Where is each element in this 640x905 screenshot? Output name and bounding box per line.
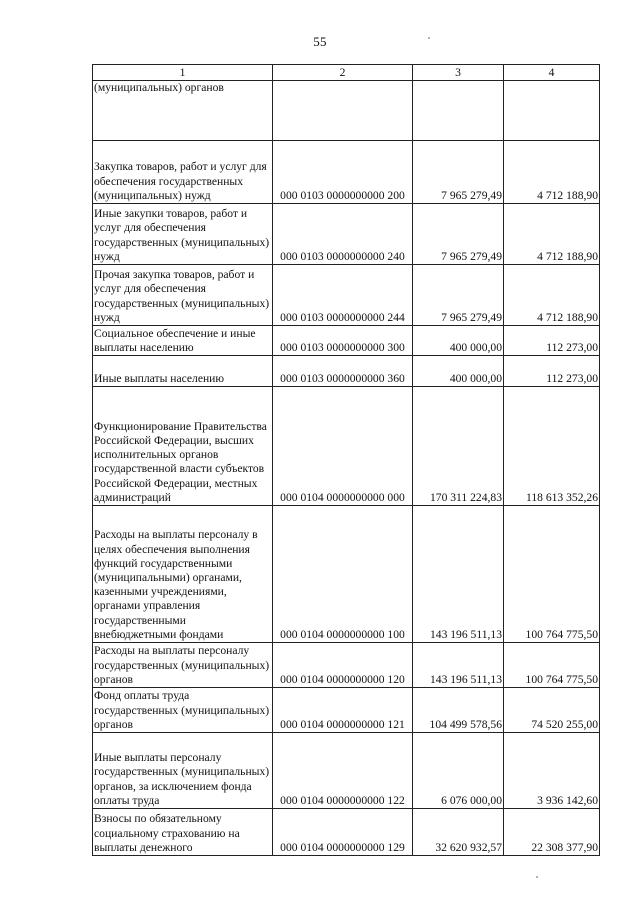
row-value-2021: 143 196 511,13 <box>413 643 504 688</box>
row-code: 000 0104 0000000000 000 <box>273 387 413 506</box>
header-col-4: 4 <box>504 65 600 81</box>
table-body <box>93 81 600 856</box>
row-name: Фонд оплаты труда государственных (муниципальных) органов <box>93 688 273 733</box>
row-value-2021: 7 965 279,49 <box>413 265 504 326</box>
header-col-3: 3 <box>413 65 504 81</box>
row-value-2021: 7 965 279,49 <box>413 204 504 265</box>
row-name: Взносы по обязательному социальному страхованию на выплаты денежного <box>93 809 273 856</box>
row-value-2021: 6 076 000,00 <box>413 733 504 809</box>
row-name: Иные закупки товаров, работ и услуг для обеспечения государственных (муниципальных) нужд <box>93 204 273 265</box>
row-value-2021: 32 620 932,57 <box>413 809 504 856</box>
row-name: Закупка товаров, работ и услуг для обеспечения государственных (муниципальных) нужд <box>93 141 273 204</box>
budget-table <box>92 64 600 856</box>
row-name: (муниципальных) органов <box>93 81 273 141</box>
row-value-2022: 74 520 255,00 <box>504 688 600 733</box>
row-value-2022: 100 764 775,50 <box>504 506 600 643</box>
page-number: 55 <box>313 34 327 49</box>
row-value-2022: 112 273,00 <box>504 326 600 356</box>
table-row <box>93 643 600 688</box>
table-row <box>93 506 600 643</box>
row-code: 000 0103 0000000000 244 <box>273 265 413 326</box>
row-value-2021: 7 965 279,49 <box>413 141 504 204</box>
table-row <box>93 809 600 856</box>
row-code: 000 0103 0000000000 200 <box>273 141 413 204</box>
row-value-2022: 4 712 188,90 <box>504 204 600 265</box>
row-value-2021: 170 311 224,83 <box>413 387 504 506</box>
row-code: 000 0103 0000000000 240 <box>273 204 413 265</box>
row-code: 000 0104 0000000000 122 <box>273 733 413 809</box>
table-row <box>93 356 600 387</box>
row-value-2022: 118 613 352,26 <box>504 387 600 506</box>
row-name: Прочая закупка товаров, работ и услуг для обеспечения государственных (муниципальных) нужд <box>93 265 273 326</box>
table-row <box>93 387 600 506</box>
row-value-2022: 100 764 775,50 <box>504 643 600 688</box>
row-value-2021: 104 499 578,56 <box>413 688 504 733</box>
table-row <box>93 141 600 204</box>
table-row <box>93 688 600 733</box>
row-code: 000 0104 0000000000 129 <box>273 809 413 856</box>
row-code <box>273 81 413 141</box>
header-col-2: 2 <box>273 65 413 81</box>
row-value-2021: 143 196 511,13 <box>413 506 504 643</box>
row-name: Расходы на выплаты персоналу в целях обеспечения выполнения функций государственными (муниципальными) органами, казенными учреждениями, органами управления государственными внебюджетными фондами <box>93 506 273 643</box>
row-code: 000 0103 0000000000 300 <box>273 326 413 356</box>
row-code: 000 0104 0000000000 121 <box>273 688 413 733</box>
row-value-2022: 4 712 188,90 <box>504 141 600 204</box>
row-name: Расходы на выплаты персоналу государственных (муниципальных) органов <box>93 643 273 688</box>
row-code: 000 0104 0000000000 120 <box>273 643 413 688</box>
row-name: Функционирование Правительства Российской Федерации, высших исполнительных органов государственной власти субъектов Российской Федерации, местных администраций <box>93 387 273 506</box>
header-row <box>93 65 600 81</box>
row-value-2021 <box>413 81 504 141</box>
row-value-2022: 112 273,00 <box>504 356 600 387</box>
row-value-2021: 400 000,00 <box>413 326 504 356</box>
row-name: Иные выплаты персоналу государственных (муниципальных) органов, за исключением фонда оплаты труда <box>93 733 273 809</box>
row-code: 000 0104 0000000000 100 <box>273 506 413 643</box>
row-value-2021: 400 000,00 <box>413 356 504 387</box>
table-row <box>93 81 600 141</box>
row-code: 000 0103 0000000000 360 <box>273 356 413 387</box>
row-value-2022 <box>504 81 600 141</box>
scan-speck <box>428 37 430 39</box>
table-row <box>93 733 600 809</box>
table-header <box>93 65 600 81</box>
scan-speck <box>536 876 538 878</box>
table-row <box>93 265 600 326</box>
row-value-2022: 3 936 142,60 <box>504 733 600 809</box>
row-value-2022: 22 308 377,90 <box>504 809 600 856</box>
row-name: Социальное обеспечение и иные выплаты населению <box>93 326 273 356</box>
table-row <box>93 326 600 356</box>
row-value-2022: 4 712 188,90 <box>504 265 600 326</box>
table-row <box>93 204 600 265</box>
row-name: Иные выплаты населению <box>93 356 273 387</box>
header-col-1: 1 <box>93 65 273 81</box>
